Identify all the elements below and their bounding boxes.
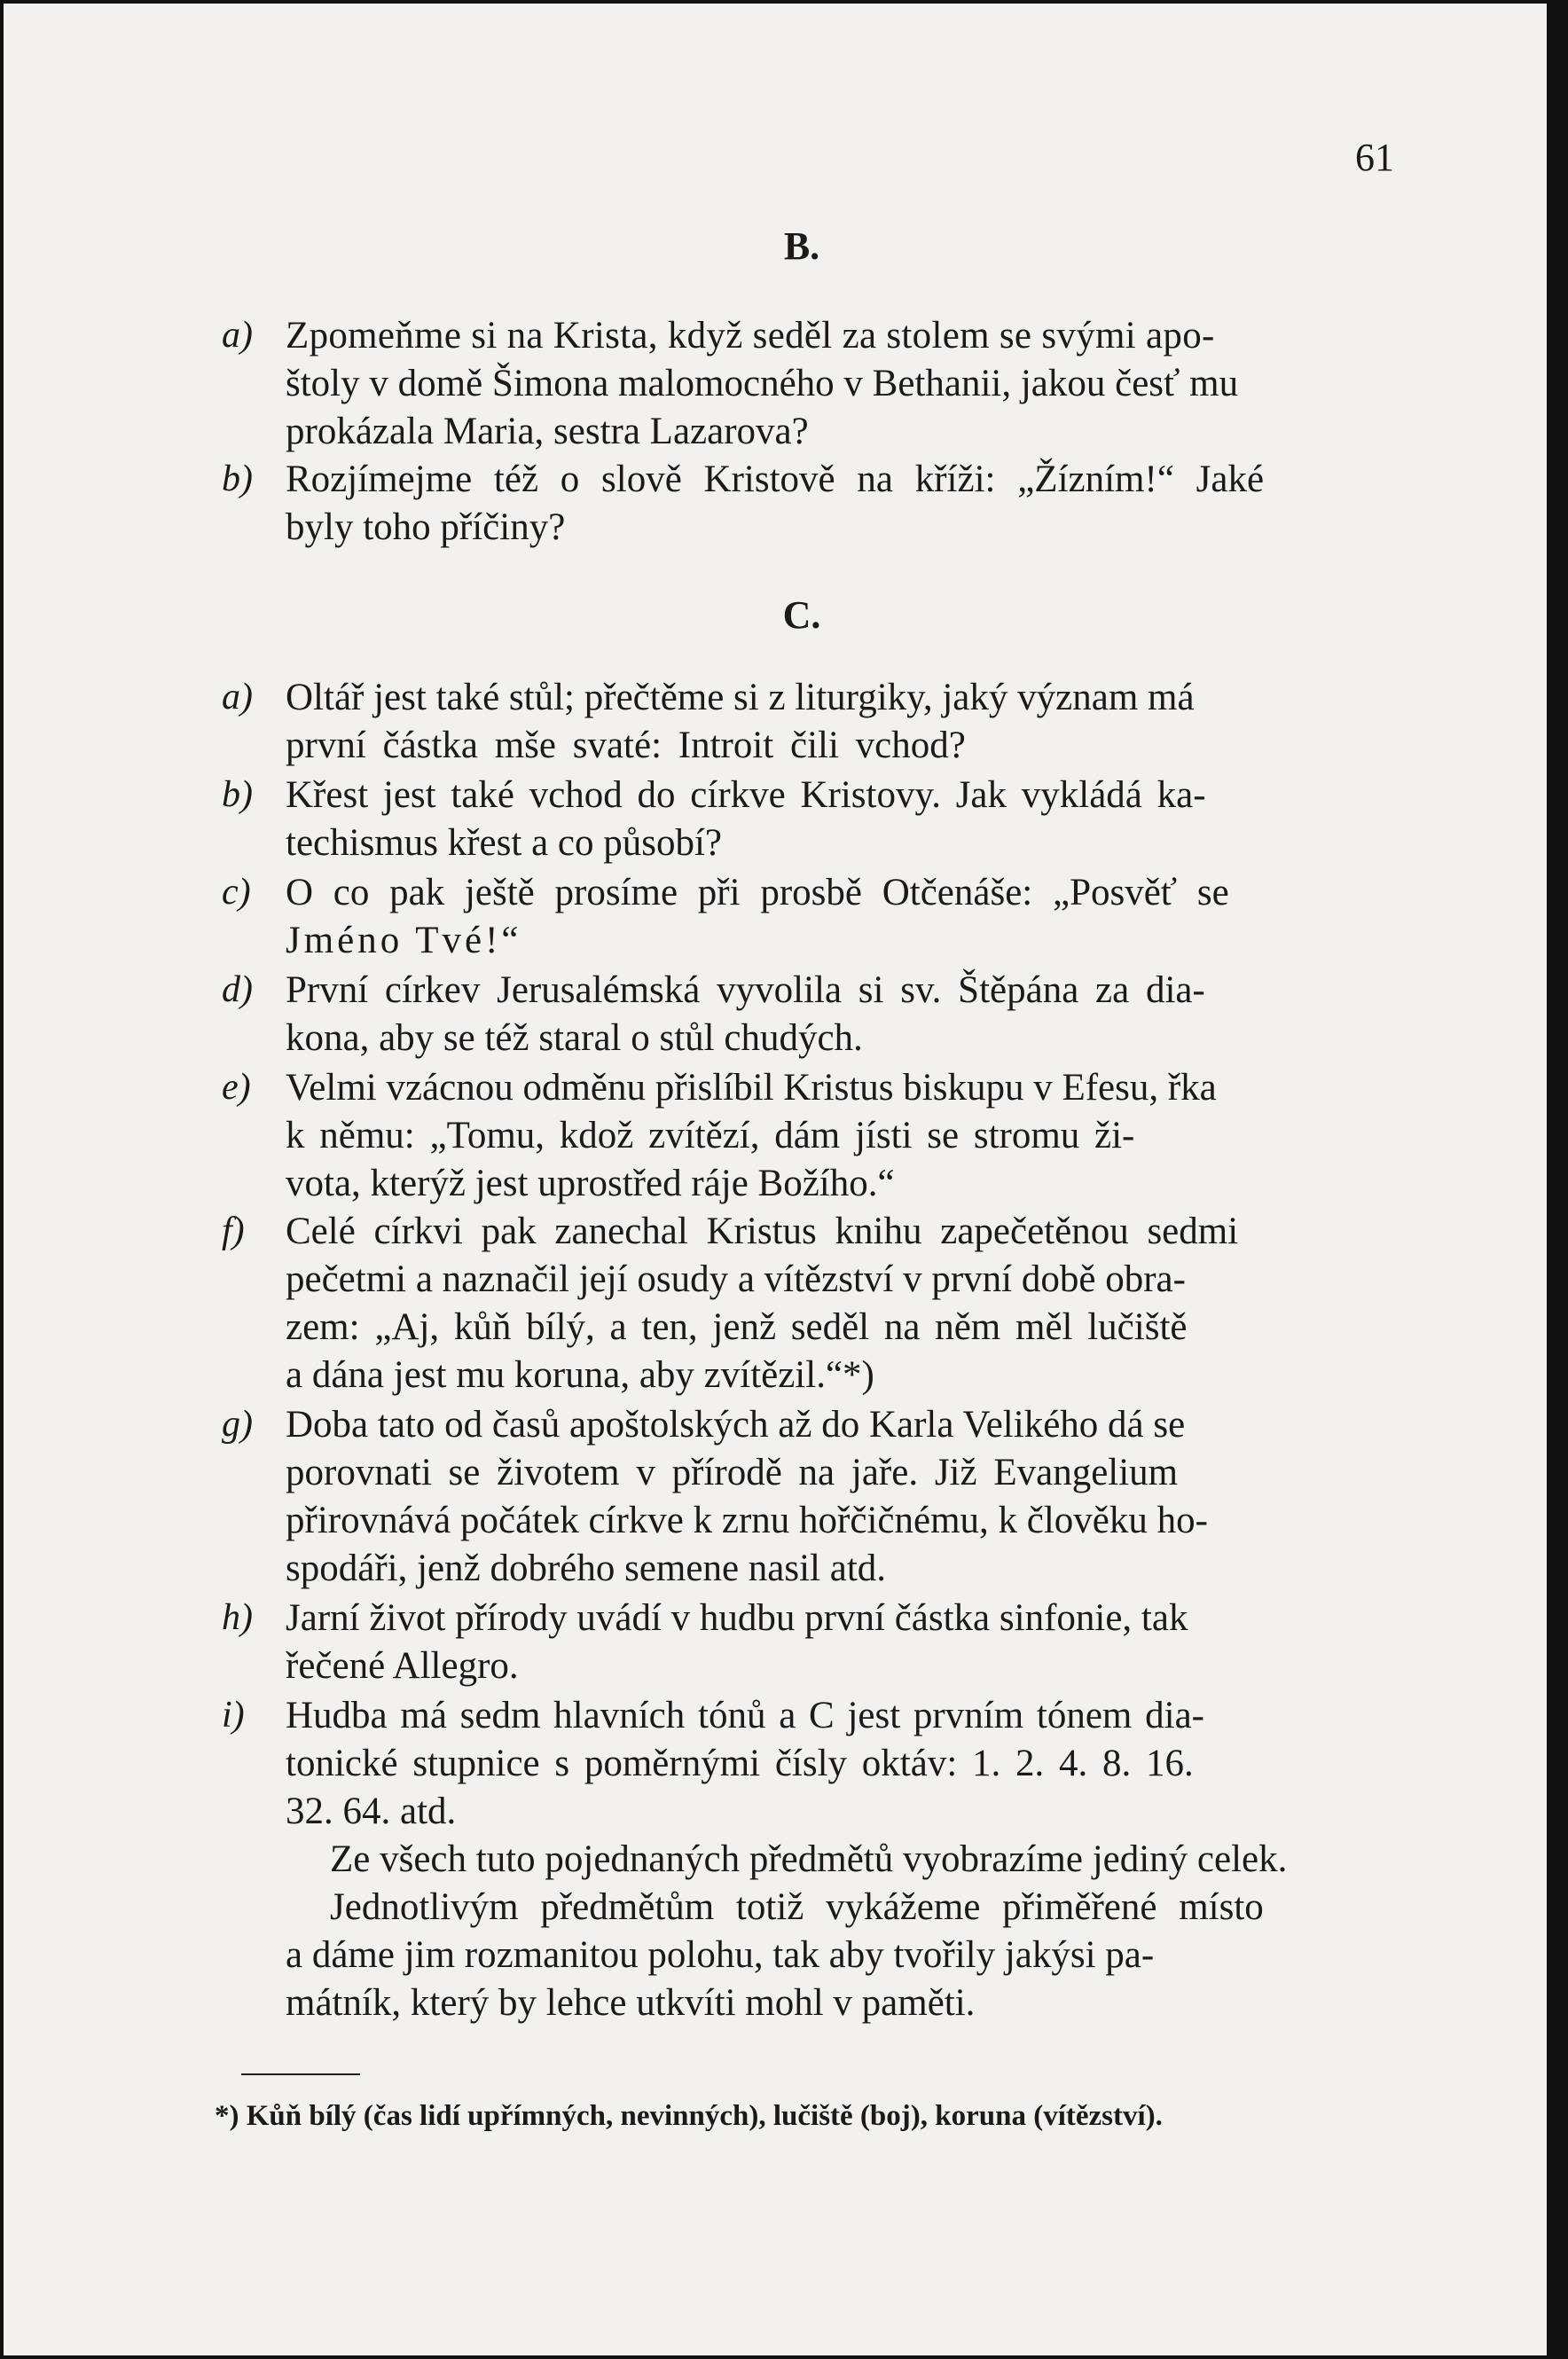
item-line: Oltář jest také stůl; přečtěme si z liturgiky, jaký význam má (286, 677, 1195, 718)
closing-line-3: a dáme jim rozmanitou polohu, tak aby tvořily jakýsi pa- (286, 1934, 1155, 1976)
item-marker: f) (222, 1211, 245, 1251)
footnote: *) Kůň bílý (čas lidí upřímných, nevinných), lučiště (boj), koruna (vítězství). (215, 2100, 1163, 2132)
item-line: Velmi vzácnou odměnu přislíbil Kristus biskupu v Efesu, řka (286, 1067, 1217, 1109)
item-line: Zpomeňme si na Krista, když seděl za stolem se svými apo- (286, 315, 1215, 357)
item-marker: h) (222, 1597, 253, 1638)
item-marker: g) (222, 1404, 253, 1445)
book-page (4, 4, 1547, 2355)
item-line: Doba tato od časů apoštolských až do Karla Velikého dá se (286, 1404, 1186, 1446)
item-line: porovnati se životem v přírodě na jaře. Již Evangelium (286, 1452, 1179, 1493)
item-line: tonické stupnice s poměrnými čísly oktáv: 1. 2. 4. 8. 16. (286, 1743, 1194, 1784)
item-line: První církev Jerusalémská vyvolila si sv. Štěpána za dia- (286, 969, 1205, 1011)
item-line: k němu: „Tomu, kdož zvítězí, dám jísti se stromu ži- (286, 1115, 1135, 1156)
item-marker: b) (222, 458, 253, 499)
item-line: techismus křest a co působí? (286, 822, 723, 864)
item-line: vota, kterýž jest uprostřed ráje Božího.“ (286, 1163, 895, 1204)
item-line: Jarní život přírody uvádí v hudbu první částka sinfonie, tak (286, 1597, 1188, 1639)
item-line: zem: „Aj, kůň bílý, a ten, jenž seděl na něm měl lučiště (286, 1306, 1188, 1348)
item-line: Celé církvi pak zanechal Kristus knihu zapečetěnou sedmi (286, 1211, 1239, 1252)
item-marker: e) (222, 1067, 251, 1108)
closing-line-4: mátník, který by lehce utkvíti mohl v paměti. (286, 1982, 976, 2024)
item-line: řečené Allegro. (286, 1645, 519, 1687)
item-line: Křest jest také vchod do církve Kristovy. Jak vykládá ka- (286, 774, 1206, 816)
item-line: přirovnává počátek církve k zrnu hořčičnému, k člověku ho- (286, 1500, 1208, 1541)
item-marker: b) (222, 774, 253, 815)
section-heading-b: B. (783, 224, 820, 268)
footnote-divider (241, 2073, 360, 2075)
item-line: štoly v domě Šimona malomocného v Bethanii, jakou česť mu (286, 363, 1239, 404)
item-line: spodáři, jenž dobrého semene nasil atd. (286, 1548, 887, 1589)
item-marker: c) (222, 872, 251, 913)
item-line: Jméno Tvé!“ (286, 920, 522, 961)
item-marker: a) (222, 315, 253, 356)
item-marker: i) (222, 1695, 245, 1736)
page-number: 61 (1355, 136, 1394, 179)
section-heading-c: C. (782, 593, 821, 637)
item-line: kona, aby se též staral o stůl chudých. (286, 1017, 863, 1059)
item-marker: a) (222, 677, 253, 717)
item-marker: d) (222, 969, 253, 1010)
item-line: O co pak ještě prosíme při prosbě Otčenáše: „Posvěť se (286, 872, 1229, 913)
item-line: pečetmi a naznačil její osudy a vítězství v první době obra- (286, 1258, 1186, 1300)
closing-line-1: Ze všech tuto pojednaných předmětů vyobrazíme jediný celek. (330, 1838, 1288, 1880)
item-line: a dána jest mu koruna, aby zvítězil.“*) (286, 1354, 874, 1396)
item-line: Rozjímejme též o slově Kristově na kříži: „Žízním!“ Jaké (286, 458, 1265, 500)
item-line: 32. 64. atd. (286, 1791, 457, 1832)
item-line: prokázala Maria, sestra Lazarova? (286, 411, 809, 452)
item-line: byly toho příčiny? (286, 506, 566, 548)
item-line: Hudba má sedm hlavních tónů a C jest prvním tónem dia- (286, 1695, 1204, 1736)
item-line: první částka mše svaté: Introit čili vchod? (286, 725, 966, 766)
closing-line-2: Jednotlivým předmětům totiž vykážeme přiměřené místo (330, 1886, 1264, 1928)
